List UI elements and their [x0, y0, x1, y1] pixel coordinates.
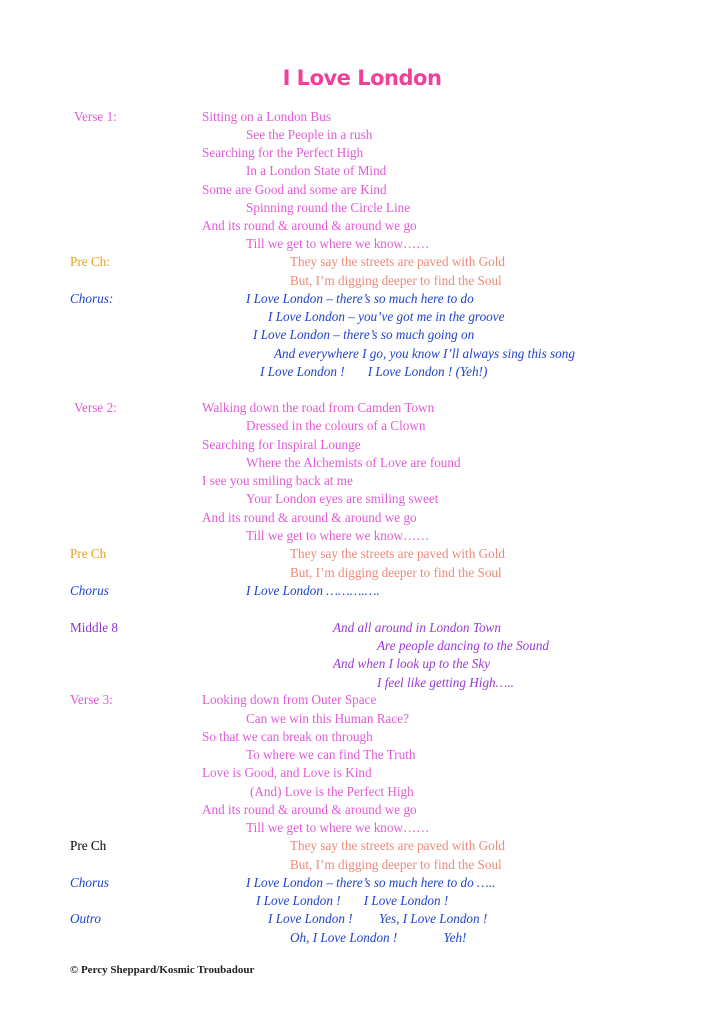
chorus3-label: Chorus: [70, 875, 109, 890]
lyric-line: And when I look up to the Sky: [333, 656, 491, 671]
lyric-line: Sitting on a London Bus: [202, 109, 331, 124]
lyric-line: Love is Good, and Love is Kind: [202, 765, 372, 780]
lyric-line: Oh, I Love London ! Yeh!: [290, 930, 467, 945]
lyric-line: I Love London – there’s so much going on: [253, 327, 475, 342]
chorus1-label: Chorus:: [70, 291, 114, 306]
lyric-line: I Love London ! I Love London ! (Yeh!): [260, 364, 488, 379]
prech1-label: Pre Ch:: [70, 254, 110, 269]
lyric-line: Dressed in the colours of a Clown: [246, 418, 426, 433]
lyric-line: Your London eyes are smiling sweet: [246, 491, 439, 506]
outro-label: Outro: [70, 911, 102, 926]
lyric-line: Searching for Inspiral Lounge: [202, 437, 361, 452]
lyric-line: And all around in London Town: [333, 620, 501, 635]
lyric-line: So that we can break on through: [202, 729, 373, 744]
verse2-label: Verse 2:: [74, 400, 117, 415]
copyright-footer: © Percy Sheppard/Kosmic Troubadour: [70, 964, 255, 976]
lyric-line: I Love London – there’s so much here to do: [246, 291, 474, 306]
lyric-line: See the People in a rush: [246, 127, 373, 142]
lyric-line: They say the streets are paved with Gold: [290, 838, 505, 853]
lyric-line: Where the Alchemists of Love are found: [246, 455, 461, 470]
lyric-line: Some are Good and some are Kind: [202, 182, 387, 197]
lyric-line: (And) Love is the Perfect High: [250, 784, 414, 799]
lyric-line: I Love London – you’ve got me in the groove: [268, 309, 505, 324]
lyric-line: Looking down from Outer Space: [202, 692, 377, 707]
lyric-line: Till we get to where we know……: [246, 528, 430, 543]
middle8-label: Middle 8: [70, 620, 118, 635]
lyric-line: They say the streets are paved with Gold: [290, 546, 505, 561]
lyric-line: Can we win this Human Race?: [246, 711, 409, 726]
lyric-line: And everywhere I go, you know I’ll always sing this song: [274, 346, 575, 361]
lyric-line: And its round & around & around we go: [202, 218, 417, 233]
lyric-line: Till we get to where we know……: [246, 236, 430, 251]
lyric-line: Spinning round the Circle Line: [246, 200, 411, 215]
lyric-line: Till we get to where we know……: [246, 820, 430, 835]
lyric-line: And its round & around & around we go: [202, 802, 417, 817]
lyric-line: I Love London ! Yes, I Love London !: [268, 911, 488, 926]
lyric-line: I Love London ! I Love London !: [256, 893, 449, 908]
prech2-label: Pre Ch: [70, 546, 107, 561]
lyric-line: I feel like getting High…..: [377, 675, 514, 690]
lyric-line: But, I’m digging deeper to find the Soul: [290, 857, 502, 872]
lyric-line: I Love London ……….….: [246, 583, 380, 598]
lyric-line: I see you smiling back at me: [202, 473, 353, 488]
lyric-line: Are people dancing to the Sound: [377, 638, 550, 653]
verse1-label: Verse 1:: [74, 109, 117, 124]
prech3-label: Pre Ch: [70, 838, 107, 853]
lyric-line: But, I’m digging deeper to find the Soul: [290, 565, 502, 580]
lyric-line: To where we can find The Truth: [246, 747, 416, 762]
lyric-line: Walking down the road from Camden Town: [202, 400, 435, 415]
lyric-line: And its round & around & around we go: [202, 510, 417, 525]
lyric-line: I Love London – there’s so much here to do …..: [246, 875, 496, 890]
lyric-line: They say the streets are paved with Gold: [290, 254, 505, 269]
song-title: I Love London: [282, 66, 442, 90]
verse3-label: Verse 3:: [70, 692, 113, 707]
chorus2-label: Chorus: [70, 583, 109, 598]
lyric-line: Searching for the Perfect High: [202, 145, 364, 160]
lyric-line: In a London State of Mind: [246, 163, 387, 178]
lyric-line: But, I’m digging deeper to find the Soul: [290, 273, 502, 288]
